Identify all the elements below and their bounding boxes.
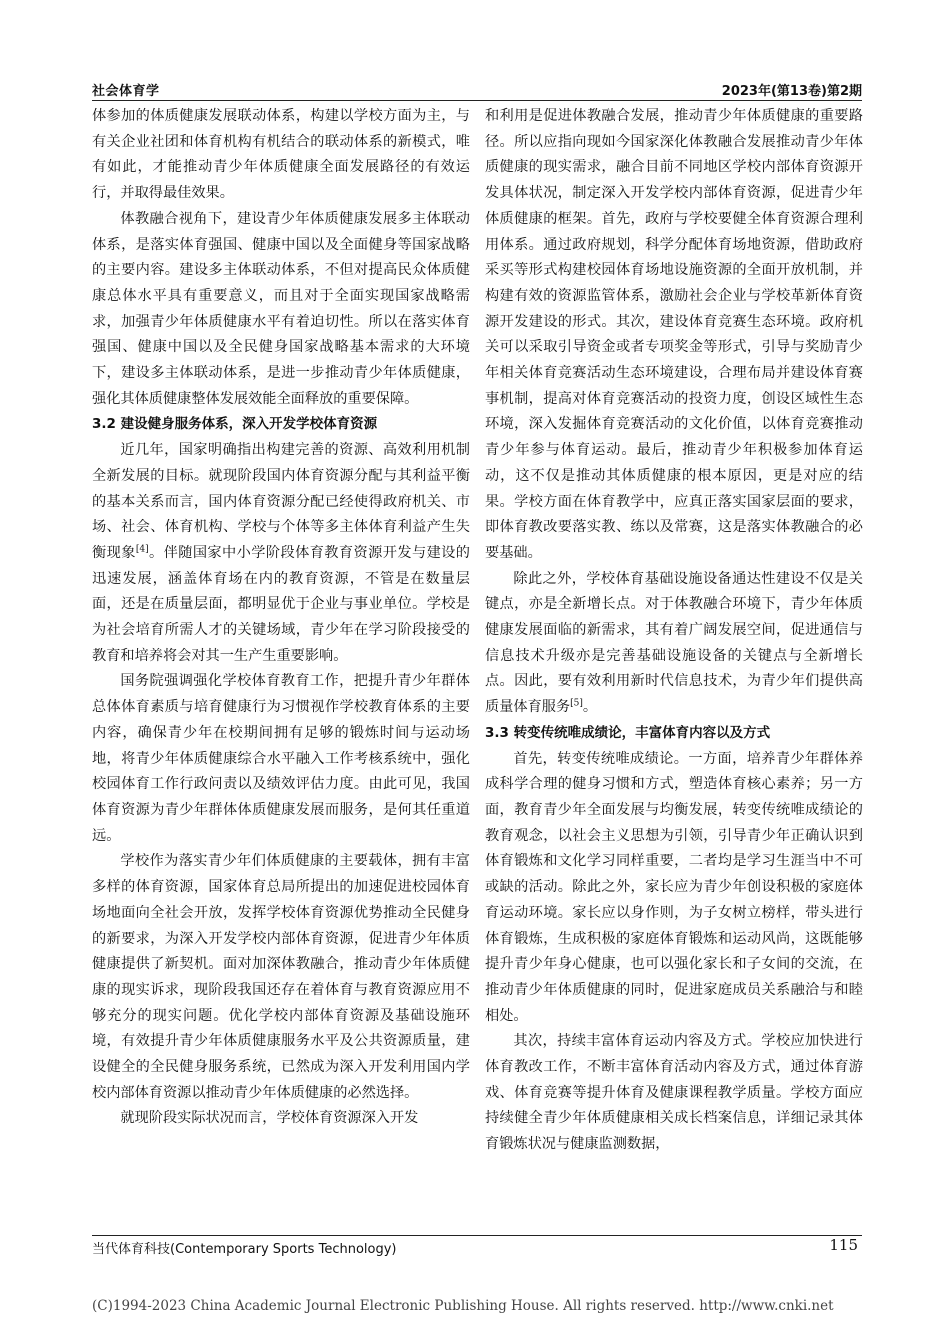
section-heading-3-2: 3.2 建设健身服务体系，深入开发学校体育资源: [92, 416, 378, 433]
footer-divider: [92, 1235, 862, 1236]
section-heading-3-3: 3.3 转变传统唯成绩论，丰富体育内容以及方式: [485, 724, 771, 741]
footer-journal-name: 当代体育科技(Contemporary Sports Technology): [92, 1242, 397, 1257]
paragraph: 国务院强调强化学校体育教育工作，把提升青少年群体总体体育素质与培育健康行为习惯视作学校教育体系的主要内容，确保青少年在校期间拥有足够的锻炼时间与运动场地，将青少年体质健康综合水平融入工作考核系统中，强化校园体育工作行政问责以及绩效评估力度。由此可见，我国体育资源为青少年群体体质健康发展而服务，是何其任重道远。: [92, 673, 470, 844]
paragraph: 近几年，国家明确指出构建完善的资源、高效利用机制全新发展的目标。就现阶段国内体育资源分配与其利益平衡的基本关系而言，国内体育资源分配已经使得政府机关、市场、社会、体育机构、学校与个体等多主体体育利益产生失衡现象[4]。伴随国家中小学阶段体育教育资源开发与建设的迅速发展，涵盖体育场在内的教育资源，不管是在数量层面，还是在质量层面，都明显优于企业与事业单位。学校是为社会培育所需人才的关键场域，青少年在学习阶段接受的教育和培养将会对其一生产生重要影响。: [92, 442, 470, 664]
header-divider: [92, 100, 862, 101]
left-column: [92, 104, 470, 1132]
citation-ref[interactable]: [4]: [135, 544, 149, 555]
citation-ref[interactable]: [5]: [570, 698, 583, 709]
paragraph: 就现阶段实际状况而言，学校体育资源深入开发: [120, 1110, 419, 1127]
issue-label: 2023年(第13卷)第2期: [721, 84, 862, 99]
paragraph: 首先，转变传统唯成绩论。一方面，培养青少年群体养成科学合理的健身习惯和方式，塑造体育核心素养；另一方面，教育青少年全面发展与均衡发展，转变传统唯成绩论的教育观念，以社会主义思想为引领，引导青少年正确认识到体育锻炼和文化学习同样重要，二者均是学习生涯当中不可或缺的活动。除此之外，家长应为青少年创设积极的家庭体育运动环境。家长应以身作则，为子女树立榜样，带头进行体育锻炼，生成积极的家庭体育锻炼和运动风尚，这既能够提升青少年身心健康，也可以强化家长和子女间的交流，在推动青少年体质健康的同时，促进家庭成员关系融洽与和睦相处。: [485, 750, 863, 1024]
right-column: [485, 104, 863, 1158]
paragraph: 除此之外，学校体育基础设施设备通达性建设不仅是关键点，亦是全新增长点。对于体教融合环境下，青少年体质健康发展面临的新需求，其有着广阔发展空间，促进通信与信息技术升级亦是完善基础设施设备的关键点与全新增长点。因此，要有效利用新时代信息技术，为青少年们提供高质量体育服务[5]。: [485, 570, 863, 716]
page-number: 115: [829, 1236, 858, 1254]
paragraph: 体参加的体质健康发展联动体系，构建以学校方面为主，与有关企业社团和体育机构有机结合的联动体系的新模式，唯有如此，才能推动青少年体质健康全面发展路径的有效运行，并取得最佳效果。: [92, 108, 470, 202]
copyright-notice: (C)1994-2023 China Academic Journal Electronic Publishing House. All rights reserved. http://www.cnki.net: [92, 1298, 834, 1314]
paragraph: 学校作为落实青少年们体质健康的主要载体，拥有丰富多样的体育资源，国家体育总局所提出的加速促进校园体育场地面向全社会开放，发挥学校体育资源优势推动全民健身的新要求，为深入开发学校内部体育资源，促进青少年体质健康提供了新契机。面对加深体教融合，推动青少年体质健康的现实诉求，现阶段我国还存在着体育与教育资源应用不够充分的现实问题。优化学校内部体育资源及基础设施环境，有效提升青少年体质健康服务水平及公共资源质量，建设健全的全民健身服务系统，已然成为深入开发利用国内学校内部体育资源以推动青少年体质健康的必然选择。: [92, 853, 470, 1101]
paragraph: 体教融合视角下，建设青少年体质健康发展多主体联动体系，是落实体育强国、健康中国以及全面健身等国家战略的主要内容。建设多主体联动体系，不但对提高民众体质健康总体水平具有重要意义，而且对于全面实现国家战略需求，加强青少年体质健康水平有着迫切性。所以在落实体育强国、健康中国以及全民健身国家战略基本需求的大环境下，建设多主体联动体系，是进一步推动青少年体质健康，强化其体质健康整体发展效能全面释放的重要保障。: [92, 210, 470, 407]
paragraph: 其次，持续丰富体育运动内容及方式。学校应加快进行体育教改工作，不断丰富体育活动内容及方式，通过体育游戏、体育竞赛等提升体育及健康课程教学质量。学校方面应持续健全青少年体质健康相关成长档案信息，详细记录其体育锻炼状况与健康监测数据，: [485, 1033, 863, 1153]
paragraph: 和利用是促进体教融合发展，推动青少年体质健康的重要路径。所以应指向现如今国家深化体教融合发展推动青少年体质健康的现实需求，融合目前不同地区学校内部体育资源开发具体状况，制定深入开发学校内部体育资源，促进青少年体质健康的框架。首先，政府与学校要健全体育资源合理利用体系。通过政府规划，科学分配体育场地资源，借助政府采买等形式构建校园体育场地设施资源的全面开放机制，并构建有效的资源监管体系，激励社会企业与学校革新体育资源开发建设的形式。其次，建设体育竞赛生态环境。政府机关可以采取引导资金或者专项奖金等形式，引导与奖励青少年相关体育竞赛活动生态环境建设，合理布局并建设体育赛事机制，提高对体育竞赛活动的投资力度，创设区域性生态环境，深入发掘体育竞赛活动的文化价值，以体育竞赛推动青少年参与体育运动。最后，推动青少年积极参加体育运动，这不仅是推动其体质健康的根本原因，更是对应的结果。学校方面在体育教学中，应真正落实国家层面的要求，即体育教改要落实教、练以及常赛，这是落实体教融合的必要基础。: [485, 108, 863, 561]
journal-section-title: 社会体育学: [92, 84, 160, 99]
